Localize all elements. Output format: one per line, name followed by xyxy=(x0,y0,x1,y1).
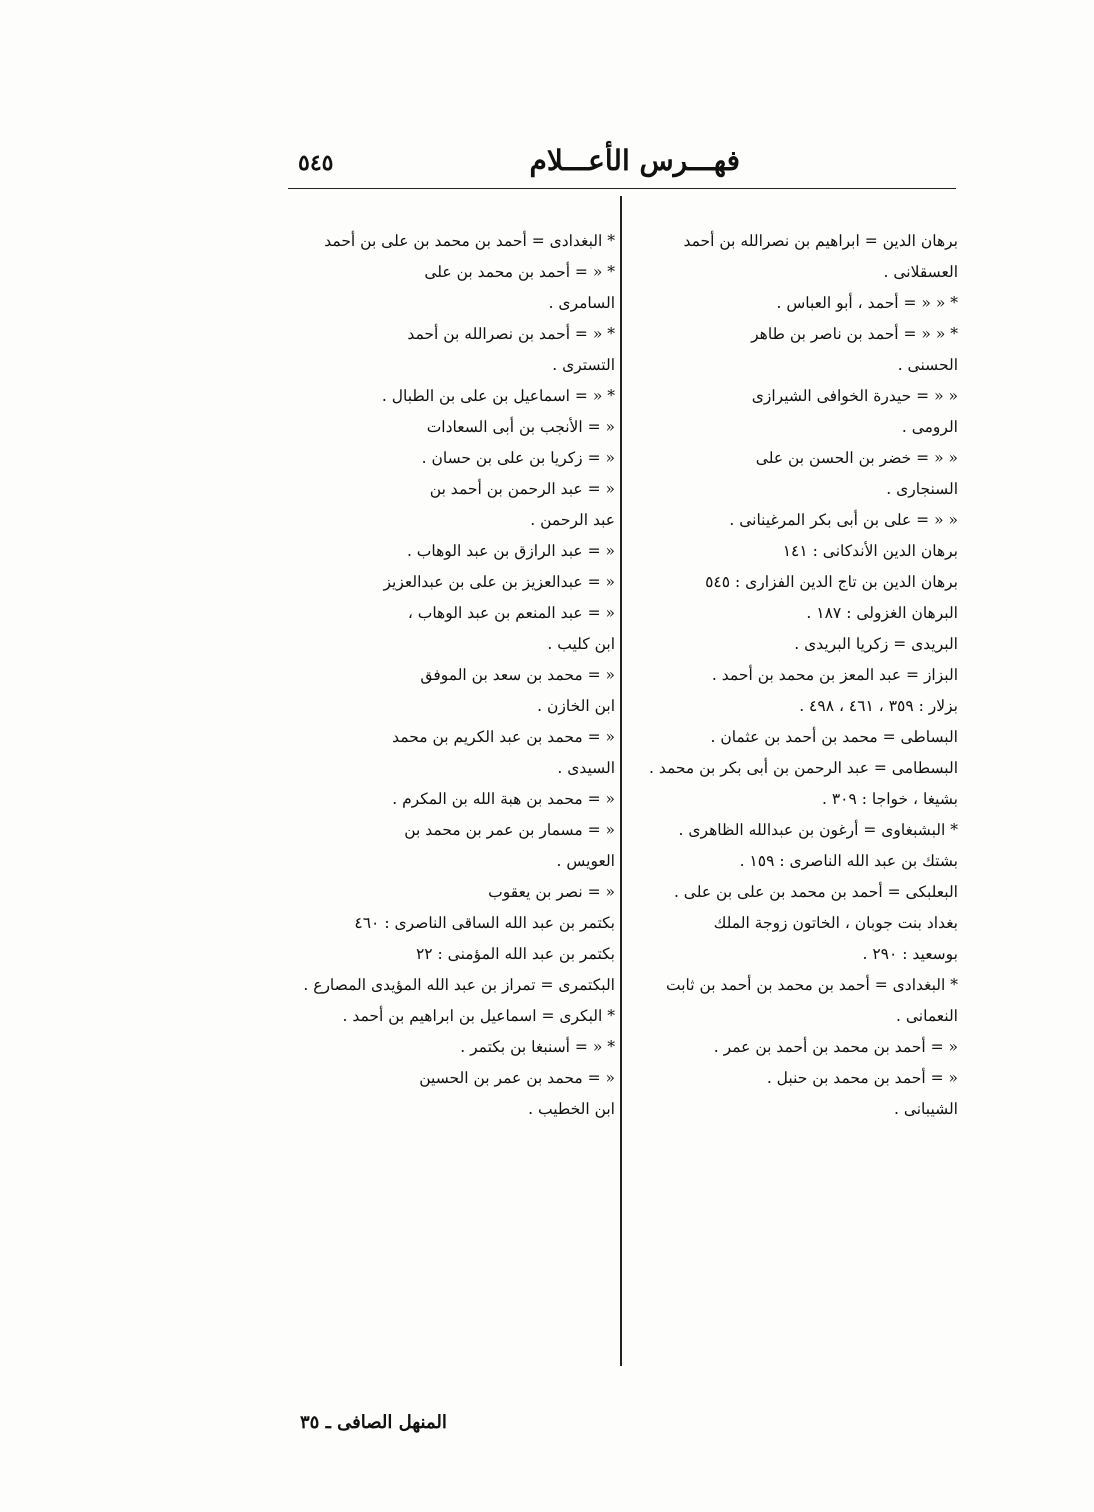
index-entry: بكتمر بن عبد الله المؤمنى : ٢٢ xyxy=(415,945,615,963)
index-entry: « = عبدالعزيز بن على بن عبدالعزيز xyxy=(383,573,615,591)
index-entry: البساطى = محمد بن أحمد بن عثمان . xyxy=(710,728,958,746)
index-entry: البريدى = زكريا البريدى . xyxy=(794,635,958,653)
page-number: ٥٤٥ xyxy=(298,150,334,176)
index-entry: « « = حيدرة الخوافى الشيرازى الرومى . xyxy=(751,387,958,436)
column-divider xyxy=(620,196,622,1366)
index-entry: * « = أسنبغا بن بكتمر . xyxy=(460,1038,615,1056)
index-entry: بشتك بن عبد الله الناصرى : ١٥٩ . xyxy=(739,852,958,870)
right-column xyxy=(640,226,958,1125)
index-entry: « = محمد بن سعد بن الموفق ابن الخازن . xyxy=(420,666,615,715)
page-footer: المنهل الصافى ـ ٣٥ xyxy=(300,1412,447,1433)
index-entry: « = زكريا بن على بن حسان . xyxy=(421,449,615,467)
index-entry: « = محمد بن هبة الله بن المكرم . xyxy=(392,790,615,808)
index-entry: * البشبغاوى = أرغون بن عبدالله الظاهرى . xyxy=(678,821,958,839)
index-entry: * البكرى = اسماعيل بن ابراهيم بن أحمد . xyxy=(342,1007,615,1025)
page-header xyxy=(280,140,960,192)
left-column xyxy=(290,226,615,1125)
index-entry: البسطامى = عبد الرحمن بن أبى بكر بن محمد . xyxy=(648,759,958,777)
index-entry: « = محمد بن عبد الكريم بن محمد السيدى . xyxy=(392,728,615,777)
index-entry: برهان الدين بن تاج الدين الفزارى : ٥٤٥ xyxy=(705,573,958,591)
index-entry: « = عبد الرحمن بن أحمد بن عبد الرحمن . xyxy=(429,480,615,529)
index-entry: البعلبكى = أحمد بن محمد بن على بن على . xyxy=(673,883,958,901)
index-entry: « = أحمد بن محمد بن حنبل . الشيبانى . xyxy=(766,1069,958,1118)
index-entry: * « = اسماعيل بن على بن الطبال . xyxy=(381,387,615,405)
index-entry: « = عبد المنعم بن عبد الوهاب ، ابن كليب . xyxy=(407,604,615,653)
index-entry: * « = أحمد بن محمد بن على السامرى . xyxy=(424,263,615,312)
index-entry: « « = خضر بن الحسن بن على السنجارى . xyxy=(755,449,958,498)
index-entry: برهان الدين = ابراهيم بن نصرالله بن أحمد العسقلانى . xyxy=(683,232,958,281)
index-entry: بزلار : ٣٥٩ ، ٤٦١ ، ٤٩٨ . xyxy=(799,697,958,715)
index-entry: « = نصر بن يعقوب xyxy=(488,883,615,901)
index-entry: « = عبد الرازق بن عبد الوهاب . xyxy=(406,542,615,560)
page-title: فهـــرس الأعـــلام xyxy=(529,144,740,177)
index-entry: بكتمر بن عبد الله الساقى الناصرى : ٤٦٠ xyxy=(354,914,615,932)
header-rule xyxy=(288,188,956,189)
index-entry: بغداد بنت جوبان ، الخاتون زوجة الملك بوسعيد : ٢٩٠ . xyxy=(713,914,958,963)
index-entry: * « « = أحمد بن ناصر بن طاهر الحسنى . xyxy=(751,325,958,374)
index-entry: « = محمد بن عمر بن الحسين ابن الخطيب . xyxy=(419,1069,615,1118)
index-entry: البكتمرى = تمراز بن عبد الله المؤيدى المصارع . xyxy=(303,976,615,994)
index-entry: « = أحمد بن محمد بن أحمد بن عمر . xyxy=(713,1038,958,1056)
index-entry: البرهان الغزولى : ١٨٧ . xyxy=(806,604,958,622)
index-entry: « « = على بن أبى بكر المرغينانى . xyxy=(729,511,958,529)
index-entry: * « = أحمد بن نصرالله بن أحمد التسترى . xyxy=(407,325,615,374)
index-entry: « = مسمار بن عمر بن محمد بن العويس . xyxy=(404,821,615,870)
index-entry: بشيغا ، خواجا : ٣٠٩ . xyxy=(822,790,958,808)
index-entry: * « « = أحمد ، أبو العباس . xyxy=(776,294,958,312)
index-entry: * البغدادى = أحمد بن محمد بن على بن أحمد xyxy=(324,232,615,250)
index-entry: البزاز = عبد المعز بن محمد بن أحمد . xyxy=(711,666,958,684)
index-entry: برهان الدين الأندكانى : ١٤١ xyxy=(782,542,958,560)
index-entry: « = الأنجب بن أبى السعادات xyxy=(426,418,615,436)
index-entry: * البغدادى = أحمد بن محمد بن أحمد بن ثابت النعمانى . xyxy=(665,976,958,1025)
